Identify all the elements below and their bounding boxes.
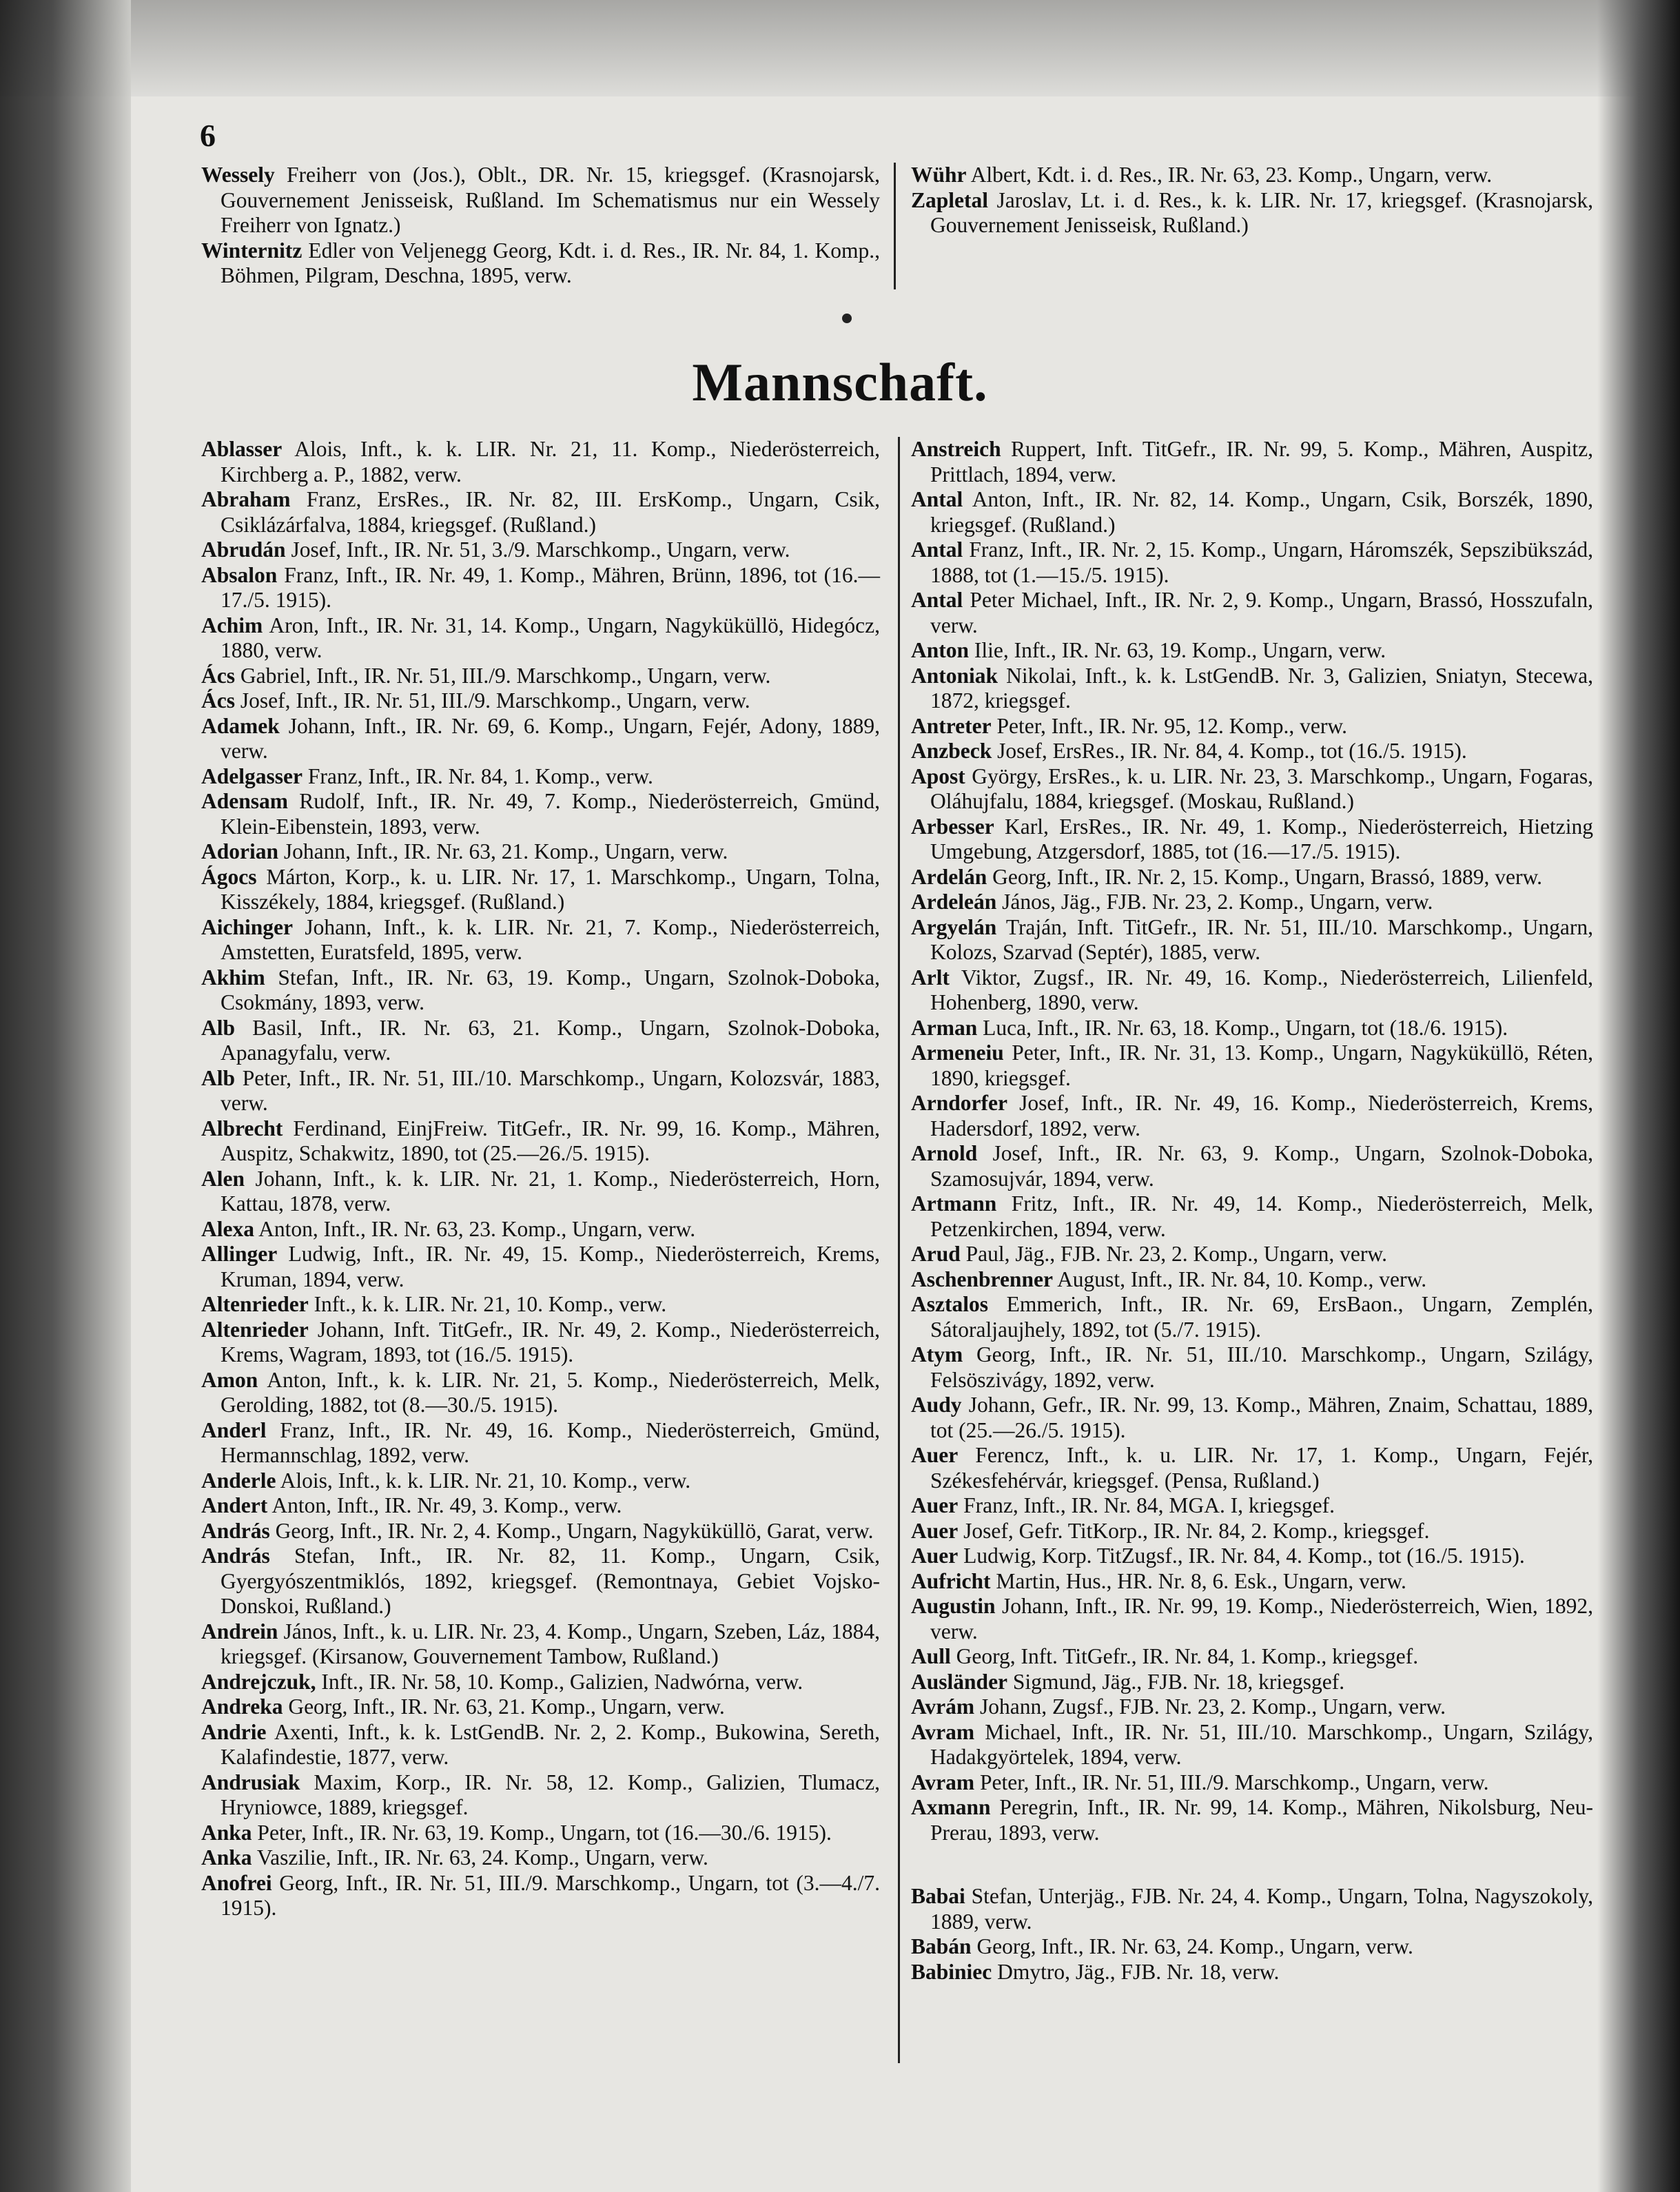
roster-surname: Alb (201, 1015, 236, 1040)
roster-details: Johann, Zugsf., FJB. Nr. 23, 2. Komp., Ungarn, verw. (980, 1694, 1446, 1719)
roster-details: Ludwig, Korp. TitZugsf., IR. Nr. 84, 4. Komp., tot (16./5. 1915). (963, 1544, 1525, 1568)
roster-surname: Aschenbrenner (911, 1267, 1053, 1291)
section-title: Mannschaft. (692, 352, 988, 412)
roster-details: Josef, Inft., IR. Nr. 63, 9. Komp., Ungarn, Szolnok-Doboka, Szamosujvár, 1894, verw. (930, 1141, 1593, 1191)
roster-entry (201, 1619, 880, 1670)
roster-entry (201, 1468, 880, 1494)
roster-entry (911, 764, 1593, 815)
roster-surname: Artmann (911, 1191, 997, 1216)
roster-details: Franz, Inft., IR. Nr. 2, 15. Komp., Ungarn, Háromszék, Sepszibükszád, 1888, tot (1.—15./5. 1915). (930, 537, 1594, 587)
roster-details: Anton, Inft., IR. Nr. 49, 3. Komp., verw. (272, 1493, 622, 1517)
roster-details: Paul, Jäg., FJB. Nr. 23, 2. Komp., Ungarn, verw. (965, 1242, 1387, 1266)
roster-surname: Anstreich (911, 437, 1001, 461)
roster-surname: Armeneiu (911, 1041, 1004, 1065)
roster-details: Josef, Inft., IR. Nr. 51, 3./9. Marschkomp., Ungarn, verw. (291, 537, 790, 562)
roster-surname: Andrusiak (201, 1770, 300, 1794)
roster-details: Stefan, Inft., IR. Nr. 82, 11. Komp., Ungarn, Csik, Gyergyószentmiklós, 1892, kriegsgef. (Remontnaya, Gebiet Vojsko-Donskoi, Rußland.) (221, 1544, 880, 1618)
roster-entry (201, 487, 880, 537)
roster-entry (911, 1519, 1593, 1544)
roster-details: Peter Michael, Inft., IR. Nr. 2, 9. Komp., Ungarn, Brassó, Hosszufaln, verw. (930, 588, 1593, 637)
roster-surname: Asztalos (911, 1292, 988, 1316)
roster-details: Nikolai, Inft., k. k. LstGendB. Nr. 3, Galizien, Sniatyn, Stecewa, 1872, kriegsgef. (930, 663, 1593, 713)
column-divider-main (898, 437, 900, 2063)
roster-entry (911, 1795, 1593, 1845)
roster-entry (911, 1191, 1593, 1242)
roster-entry (201, 613, 880, 664)
roster-surname: Antal (911, 588, 963, 612)
roster-details: Johann, Inft., k. k. LIR. Nr. 21, 7. Komp., Niederösterreich, Amstetten, Euratsfeld, 1895, verw. (221, 914, 881, 964)
roster-entry (911, 1569, 1593, 1595)
roster-surname: Adelgasser (201, 764, 303, 788)
roster-surname: Ács (201, 663, 235, 688)
roster-details: Stefan, Inft., IR. Nr. 63, 19. Komp., Ungarn, Szolnok-Doboka, Csokmány, 1893, verw. (221, 965, 881, 1014)
roster-surname: Avrám (911, 1694, 975, 1719)
roster-entry (911, 1292, 1593, 1342)
scan-shadow-top (0, 0, 1680, 96)
roster-details: Johann, Inft., IR. Nr. 69, 6. Komp., Ungarn, Fejér, Adony, 1889, verw. (221, 713, 880, 763)
roster-details: Michael, Inft., IR. Nr. 51, III./10. Marschkomp., Ungarn, Szilágy, Hadakgyörtelek, 1894, verw. (930, 1719, 1594, 1769)
roster-details: Peter, Inft., IR. Nr. 31, 13. Komp., Ungarn, Nagyküküllö, Réten, 1890, kriegsgef. (930, 1041, 1593, 1090)
roster-surname: Auer (911, 1518, 959, 1543)
roster-details: Traján, Inft. TitGefr., IR. Nr. 51, III./10. Marschkomp., Ungarn, Kolozs, Szarvad (Septér), 1885, verw. (930, 914, 1593, 964)
roster-surname: Akhim (201, 965, 265, 990)
roster-details: Sigmund, Jäg., FJB. Nr. 18, kriegsgef. (1012, 1669, 1345, 1694)
roster-details: Peter, Inft., IR. Nr. 95, 12. Komp., verw. (996, 713, 1347, 738)
roster-entry (201, 865, 880, 915)
ink-dot (842, 314, 852, 323)
roster-entry (911, 739, 1593, 764)
roster-entry (911, 437, 1593, 487)
officer-entry: Winternitz Edler von Veljenegg Georg, Kdt. i. d. Res., IR. Nr. 84, 1. Komp., Böhmen, Pilgram, Deschna, 1895, verw. (201, 238, 880, 287)
roster-entry (911, 1267, 1593, 1293)
roster-entry (201, 1544, 880, 1619)
roster-group-b (911, 1884, 1593, 1985)
roster-surname: Allinger (201, 1242, 278, 1266)
roster-surname: Ablasser (201, 437, 283, 461)
roster-surname: Avram (911, 1719, 975, 1744)
roster-entry (911, 1091, 1593, 1141)
roster-details: Josef, ErsRes., IR. Nr. 84, 4. Komp., tot (16./5. 1915). (997, 739, 1467, 763)
roster-details: János, Inft., k. u. LIR. Nr. 23, 4. Komp., Ungarn, Szeben, Láz, 1884, kriegsgef. (Kirsanow, Gouvernement Tambow, Rußland.) (221, 1619, 881, 1668)
roster-surname: Andreka (201, 1694, 283, 1719)
roster-surname: Adamek (201, 713, 280, 738)
roster-entry (201, 688, 880, 714)
roster-entry (201, 764, 880, 790)
roster-surname: Atym (911, 1342, 963, 1366)
roster-details: Anton, Inft., IR. Nr. 63, 23. Komp., Ungarn, verw. (258, 1216, 696, 1241)
roster-details: Inft., k. k. LIR. Nr. 21, 10. Komp., verw. (314, 1292, 667, 1316)
roster-details: Josef, Inft., IR. Nr. 51, III./9. Marschkomp., Ungarn, verw. (240, 688, 750, 713)
roster-entry (911, 1242, 1593, 1267)
roster-details: György, ErsRes., k. u. LIR. Nr. 23, 3. Marschkomp., Ungarn, Fogaras, Oláhujfalu, 1884, kriegsgef. (Moskau, Rußland.) (930, 764, 1594, 813)
roster-details: Josef, Inft., IR. Nr. 49, 16. Komp., Niederösterreich, Krems, Hadersdorf, 1892, verw. (930, 1091, 1594, 1140)
roster-details: Georg, Inft., IR. Nr. 2, 15. Komp., Ungarn, Brassó, 1889, verw. (992, 864, 1543, 889)
roster-details: Franz, Inft., IR. Nr. 49, 1. Komp., Mähren, Brünn, 1896, tot (16.—17./5. 1915). (221, 562, 881, 612)
group-gap (911, 1845, 1593, 1884)
roster-details: Georg, Inft., IR. Nr. 51, III./10. Marschkomp., Ungarn, Szilágy, Felsöszivágy, 1892, verw. (930, 1342, 1594, 1392)
roster-surname: Babai (911, 1884, 965, 1908)
roster-surname: Andrie (201, 1719, 267, 1744)
roster-entry (911, 915, 1593, 965)
roster-entry (201, 1418, 880, 1468)
roster-entry (911, 1720, 1593, 1770)
roster-details: Peter, Inft., IR. Nr. 63, 19. Komp., Ungarn, tot (16.—30./6. 1915). (257, 1820, 832, 1845)
roster-details: Johann, Inft., IR. Nr. 63, 21. Komp., Ungarn, verw. (283, 839, 728, 863)
roster-surname: Altenrieder (201, 1317, 309, 1342)
roster-entry (201, 1368, 880, 1418)
column-divider-officers (894, 163, 896, 289)
roster-entry (911, 1694, 1593, 1720)
roster-entry (911, 1041, 1593, 1091)
roster-entry (201, 1016, 880, 1066)
roster-entry (201, 1871, 880, 1921)
roster-entry (911, 865, 1593, 890)
roster-surname: Antreter (911, 713, 992, 738)
roster-details: Franz, Inft., IR. Nr. 49, 16. Komp., Niederösterreich, Gmünd, Hermannschlag, 1892, verw. (221, 1417, 881, 1467)
roster-entry (911, 815, 1593, 865)
roster-surname: Babán (911, 1934, 972, 1958)
roster-entry (201, 1493, 880, 1519)
officer-entry: Zapletal Jaroslav, Lt. i. d. Res., k. k. LIR. Nr. 17, kriegsgef. (Krasnojarsk, Gouvernement Jenisseisk, Rußland.) (911, 187, 1594, 237)
roster-surname: Auer (911, 1493, 959, 1517)
roster-surname: Babiniec (911, 1959, 992, 1984)
roster-details: Johann, Gefr., IR. Nr. 99, 13. Komp., Mähren, Znaim, Schattau, 1889, tot (25.—26./5. 1915). (930, 1393, 1593, 1442)
roster-entry (911, 638, 1593, 664)
roster-details: Vaszilie, Inft., IR. Nr. 63, 24. Komp., Ungarn, verw. (256, 1845, 708, 1870)
roster-entry (201, 1720, 880, 1770)
roster-surname: Augustin (911, 1594, 996, 1618)
roster-details: Johann, Inft., IR. Nr. 99, 19. Komp., Niederösterreich, Wien, 1892, verw. (930, 1594, 1593, 1643)
roster-surname: Andrejczuk, (201, 1669, 316, 1694)
roster-surname: Apost (911, 764, 965, 788)
roster-entry (911, 1770, 1593, 1796)
roster-entry (911, 1016, 1593, 1041)
roster-entry (201, 1519, 880, 1544)
roster-surname: Arud (911, 1242, 961, 1266)
roster-details: Emmerich, Inft., IR. Nr. 69, ErsBaon., Ungarn, Zemplén, Sátoraljaujhely, 1892, tot (5./7. 1915). (930, 1292, 1594, 1342)
roster-entry (911, 1934, 1593, 1960)
roster-surname: Achim (201, 613, 263, 637)
roster-surname: Auer (911, 1443, 959, 1467)
roster-details: Josef, Gefr. TitKorp., IR. Nr. 84, 2. Komp., kriegsgef. (963, 1518, 1430, 1543)
roster-surname: Anzbeck (911, 739, 992, 763)
roster-entry (911, 1884, 1593, 1934)
roster-entry (911, 1493, 1593, 1519)
roster-details: August, Inft., IR. Nr. 84, 10. Komp., verw. (1057, 1267, 1427, 1291)
roster-surname: Anderl (201, 1417, 267, 1442)
roster-details: Johann, Inft., k. k. LIR. Nr. 21, 1. Komp., Niederösterreich, Horn, Kattau, 1878, verw. (221, 1166, 881, 1216)
roster-details: Aron, Inft., IR. Nr. 31, 14. Komp., Ungarn, Nagyküküllö, Hidegócz, 1880, verw. (221, 613, 880, 662)
roster-surname: Amon (201, 1367, 258, 1392)
roster-details: Georg, Inft. TitGefr., IR. Nr. 84, 1. Komp., kriegsgef. (956, 1644, 1419, 1668)
roster-entry (201, 437, 880, 487)
roster-details: Fritz, Inft., IR. Nr. 49, 14. Komp., Niederösterreich, Melk, Petzenkirchen, 1894, verw. (930, 1191, 1594, 1241)
roster-entry (911, 1544, 1593, 1569)
roster-surname: Audy (911, 1393, 962, 1417)
roster-entry (911, 1644, 1593, 1670)
roster-surname: Altenrieder (201, 1292, 309, 1316)
roster-surname: Arbesser (911, 814, 994, 839)
roster-details: Basil, Inft., IR. Nr. 63, 21. Komp., Ungarn, Szolnok-Doboka, Apanagyfalu, verw. (221, 1015, 880, 1065)
roster-entry (201, 1770, 880, 1821)
roster-entry (201, 1694, 880, 1720)
roster-entry (201, 1845, 880, 1871)
scan-shadow-left (0, 0, 131, 2192)
roster-surname: Abraham (201, 487, 291, 511)
page-number: 6 (200, 118, 216, 153)
roster-entry (911, 1960, 1593, 1985)
roster-entry (201, 1116, 880, 1167)
roster-entry (911, 1594, 1593, 1644)
roster-surname: Antal (911, 487, 963, 511)
roster-details: Alois, Inft., k. k. LIR. Nr. 21, 10. Komp., verw. (280, 1468, 691, 1493)
roster-entry (201, 839, 880, 865)
roster-surname: Adorian (201, 839, 279, 863)
roster-surname: Auer (911, 1544, 959, 1568)
roster-entry (911, 588, 1593, 638)
roster-entry (911, 1342, 1593, 1393)
roster-details: Inft., IR. Nr. 58, 10. Komp., Galizien, Nadwórna, verw. (321, 1669, 803, 1694)
roster-surname: Andert (201, 1493, 268, 1517)
roster-details: Ferencz, Inft., k. u. LIR. Nr. 17, 1. Komp., Ungarn, Fejér, Székesfehérvár, kriegsgef. (Pensa, Rußland.) (930, 1443, 1593, 1493)
roster-details: Georg, Inft., IR. Nr. 63, 21. Komp., Ungarn, verw. (288, 1694, 725, 1719)
roster-details: Márton, Korp., k. u. LIR. Nr. 17, 1. Marschkomp., Ungarn, Tolna, Kisszékely, 1884, kriegsgef. (Rußland.) (221, 864, 880, 914)
roster-surname: Ardeleán (911, 890, 997, 914)
roster-details: Viktor, Zugsf., IR. Nr. 49, 16. Komp., Niederösterreich, Lilienfeld, Hohenberg, 1890, verw. (930, 965, 1593, 1014)
roster-surname: Aull (911, 1644, 951, 1668)
roster-entry (201, 714, 880, 764)
roster-details: Ludwig, Inft., IR. Nr. 49, 15. Komp., Niederösterreich, Krems, Kruman, 1894, verw. (221, 1242, 881, 1291)
roster-surname: Anderle (201, 1468, 276, 1493)
roster-entry (201, 1821, 880, 1846)
roster-details: Peregrin, Inft., IR. Nr. 99, 14. Komp., Mähren, Nikolsburg, Neu-Prerau, 1893, verw. (930, 1795, 1594, 1845)
roster-entry (201, 563, 880, 613)
roster-entry (201, 789, 880, 839)
roster-surname: Aichinger (201, 914, 293, 939)
roster-surname: Alb (201, 1065, 236, 1090)
roster-column-left (201, 437, 880, 1921)
roster-details: Martin, Hus., HR. Nr. 8, 6. Esk., Ungarn, verw. (996, 1568, 1406, 1593)
roster-entry (201, 915, 880, 965)
roster-entry (911, 965, 1593, 1016)
roster-details: Rudolf, Inft., IR. Nr. 49, 7. Komp., Niederösterreich, Gmünd, Klein-Eibenstein, 1893, verw. (221, 789, 881, 839)
roster-entry (911, 1393, 1593, 1443)
roster-surname: Aufricht (911, 1568, 991, 1593)
roster-surname: Ardelán (911, 864, 987, 889)
roster-entry (201, 965, 880, 1016)
roster-entry (911, 537, 1593, 588)
roster-column-right (911, 437, 1593, 1985)
roster-entry (911, 664, 1593, 714)
roster-surname: Avram (911, 1770, 975, 1794)
roster-surname: Arman (911, 1015, 978, 1040)
roster-entry (201, 537, 880, 563)
roster-details: János, Jäg., FJB. Nr. 23, 2. Komp., Ungarn, verw. (1002, 890, 1433, 914)
roster-surname: Argyelán (911, 914, 997, 939)
roster-details: Alois, Inft., k. k. LIR. Nr. 21, 11. Komp., Niederösterreich, Kirchberg a. P., 1882, verw. (221, 437, 880, 486)
roster-details: Georg, Inft., IR. Nr. 63, 24. Komp., Ungarn, verw. (976, 1934, 1413, 1958)
roster-surname: Alen (201, 1166, 245, 1191)
roster-details: Ilie, Inft., IR. Nr. 63, 19. Komp., Ungarn, verw. (974, 638, 1386, 662)
roster-surname: Anka (201, 1820, 252, 1845)
roster-entry (201, 1217, 880, 1242)
roster-details: Anton, Inft., k. k. LIR. Nr. 21, 5. Komp., Niederösterreich, Melk, Gerolding, 1882, tot (8.—30./5. 1915). (221, 1367, 880, 1417)
roster-entry (201, 1292, 880, 1318)
roster-details: Peter, Inft., IR. Nr. 51, III./10. Marschkomp., Ungarn, Kolozsvár, 1883, verw. (221, 1065, 880, 1115)
roster-surname: Adensam (201, 789, 289, 813)
roster-entry (201, 1167, 880, 1217)
roster-surname: Ágocs (201, 864, 257, 889)
roster-surname: Anofrei (201, 1870, 272, 1895)
roster-details: Georg, Inft., IR. Nr. 51, III./9. Marschkomp., Ungarn, tot (3.—4./7. 1915). (221, 1870, 880, 1920)
roster-details: Dmytro, Jäg., FJB. Nr. 18, verw. (997, 1959, 1280, 1984)
roster-surname: Axmann (911, 1795, 991, 1819)
roster-entry (201, 664, 880, 689)
roster-details: Georg, Inft., IR. Nr. 2, 4. Komp., Ungarn, Nagyküküllö, Garat, verw. (275, 1518, 874, 1543)
roster-surname: András (201, 1544, 270, 1568)
roster-surname: Arndorfer (911, 1091, 1007, 1115)
roster-surname: Ács (201, 688, 235, 713)
roster-entry (201, 1318, 880, 1368)
roster-surname: Andrein (201, 1619, 278, 1643)
roster-entry (911, 487, 1593, 537)
officer-entry: Wühr Albert, Kdt. i. d. Res., IR. Nr. 63, 23. Komp., Ungarn, verw. (911, 163, 1493, 187)
roster-surname: Antoniak (911, 663, 998, 688)
roster-surname: Antal (911, 537, 963, 562)
roster-entry (201, 1242, 880, 1292)
roster-surname: Alexa (201, 1216, 254, 1241)
roster-details: Johann, Inft. TitGefr., IR. Nr. 49, 2. Komp., Niederösterreich, Krems, Wagram, 1893, tot (16./5. 1915). (221, 1317, 881, 1366)
scan-shadow-right (1597, 0, 1680, 2192)
roster-details: Karl, ErsRes., IR. Nr. 49, 1. Komp., Niederösterreich, Hietzing Umgebung, Atzgersdorf, 1885, tot (16.—17./5. 1915). (930, 814, 1593, 863)
roster-surname: Abrudán (201, 537, 286, 562)
roster-surname: Anka (201, 1845, 252, 1870)
roster-surname: András (201, 1518, 270, 1543)
roster-details: Ruppert, Inft. TitGefr., IR. Nr. 99, 5. Komp., Mähren, Auspitz, Prittlach, 1894, verw. (930, 437, 1594, 486)
roster-surname: Anton (911, 638, 970, 662)
roster-entry (911, 1141, 1593, 1191)
roster-surname: Absalon (201, 562, 278, 587)
roster-entry (911, 890, 1593, 915)
officer-entry: Wessely Freiherr von (Jos.), Oblt., DR. Nr. 15, kriegsgef. (Krasnojarsk, Gouvernement Jenisseisk, Rußland. Im Schematismus nur ein Wessely Freiherr von Ignatz.) (201, 163, 880, 237)
roster-details: Gabriel, Inft., IR. Nr. 51, III./9. Marschkomp., Ungarn, verw. (240, 663, 771, 688)
roster-surname: Ausländer (911, 1669, 1008, 1694)
roster-details: Franz, Inft., IR. Nr. 84, 1. Komp., verw. (307, 764, 653, 788)
roster-details: Ferdinand, EinjFreiw. TitGefr., IR. Nr. 99, 16. Komp., Mähren, Auspitz, Schakwitz, 1890, tot (25.—26./5. 1915). (221, 1116, 880, 1165)
roster-surname: Arlt (911, 965, 950, 990)
roster-surname: Albrecht (201, 1116, 283, 1140)
roster-entry (201, 1066, 880, 1116)
roster-entry (911, 1443, 1593, 1493)
roster-details: Anton, Inft., IR. Nr. 82, 14. Komp., Ungarn, Csik, Borszék, 1890, kriegsgef. (Rußland.) (930, 487, 1593, 537)
roster-details: Axenti, Inft., k. k. LstGendB. Nr. 2, 2. Komp., Bukowina, Sereth, Kalafindestie, 1877, verw. (221, 1719, 880, 1769)
roster-details: Maxim, Korp., IR. Nr. 58, 12. Komp., Galizien, Tlumacz, Hryniowce, 1889, kriegsgef. (221, 1770, 880, 1819)
officers-column-right (911, 163, 1593, 238)
roster-surname: Arnold (911, 1141, 978, 1165)
roster-details: Franz, Inft., IR. Nr. 84, MGA. I, kriegsgef. (963, 1493, 1335, 1517)
roster-details: Luca, Inft., IR. Nr. 63, 18. Komp., Ungarn, tot (18./6. 1915). (983, 1015, 1508, 1040)
roster-entry (911, 1670, 1593, 1695)
roster-details: Stefan, Unterjäg., FJB. Nr. 24, 4. Komp., Ungarn, Tolna, Nagyszokoly, 1889, verw. (930, 1884, 1593, 1934)
officers-column-left (201, 163, 880, 289)
roster-details: Franz, ErsRes., IR. Nr. 82, III. ErsKomp., Ungarn, Csik, Csiklázárfalva, 1884, kriegsgef. (Rußland.) (221, 487, 880, 537)
roster-details: Peter, Inft., IR. Nr. 51, III./9. Marschkomp., Ungarn, verw. (980, 1770, 1489, 1794)
roster-entry (911, 714, 1593, 739)
roster-group-a (911, 437, 1593, 1845)
roster-entry (201, 1670, 880, 1695)
